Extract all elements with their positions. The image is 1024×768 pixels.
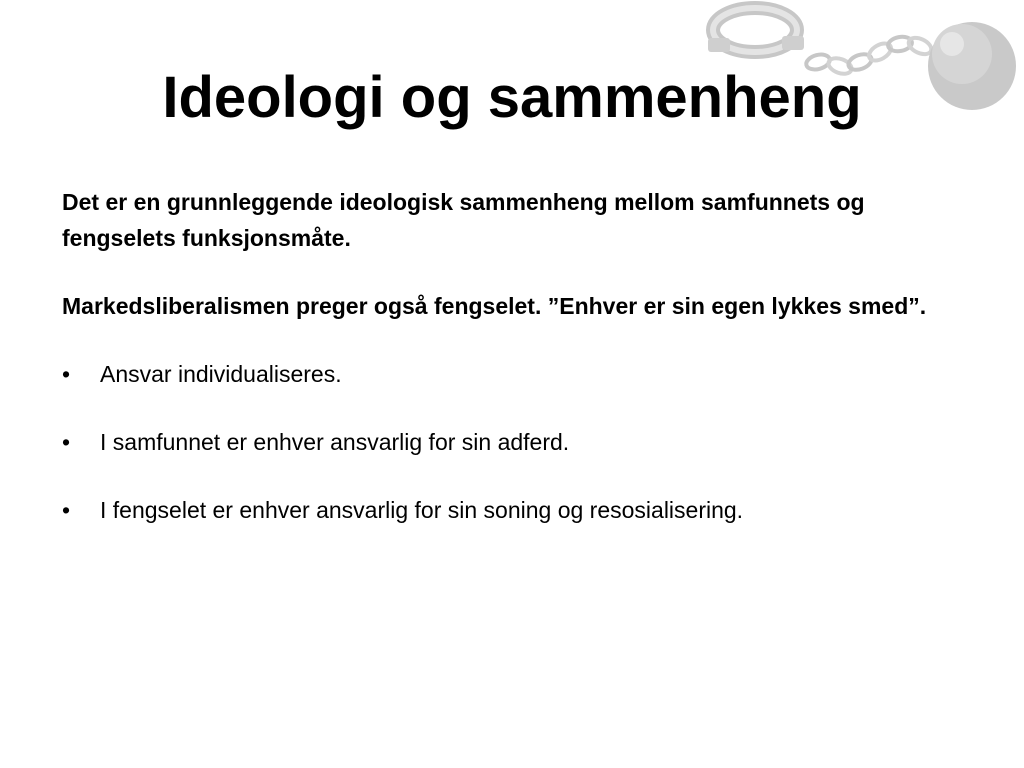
bullet-marker: •: [62, 361, 71, 387]
bullet-text: I fengselet er enhver ansvarlig for sin soning og resosialisering.: [100, 497, 744, 523]
bullet-item: [62, 424, 962, 460]
bullet-marker: •: [62, 429, 71, 455]
intro-paragraph: Det er en grunnleggende ideologisk sammenheng mellom samfunnets og fengselets funksjonsmåte.: [62, 189, 865, 251]
bullet-text: Ansvar individualiseres.: [100, 361, 342, 387]
slide-title: Ideologi og sammenheng: [162, 65, 862, 130]
bullet-marker: •: [62, 497, 71, 523]
bullet-item: [62, 356, 962, 392]
bullet-item: [62, 492, 962, 528]
market-liberalism-paragraph: Markedsliberalismen preger også fengselet. ”Enhver er sin egen lykkes smed”.: [62, 293, 927, 319]
slide-body: [62, 184, 962, 560]
bullet-list: [62, 356, 962, 528]
bullet-text: I samfunnet er enhver ansvarlig for sin adferd.: [100, 429, 570, 455]
